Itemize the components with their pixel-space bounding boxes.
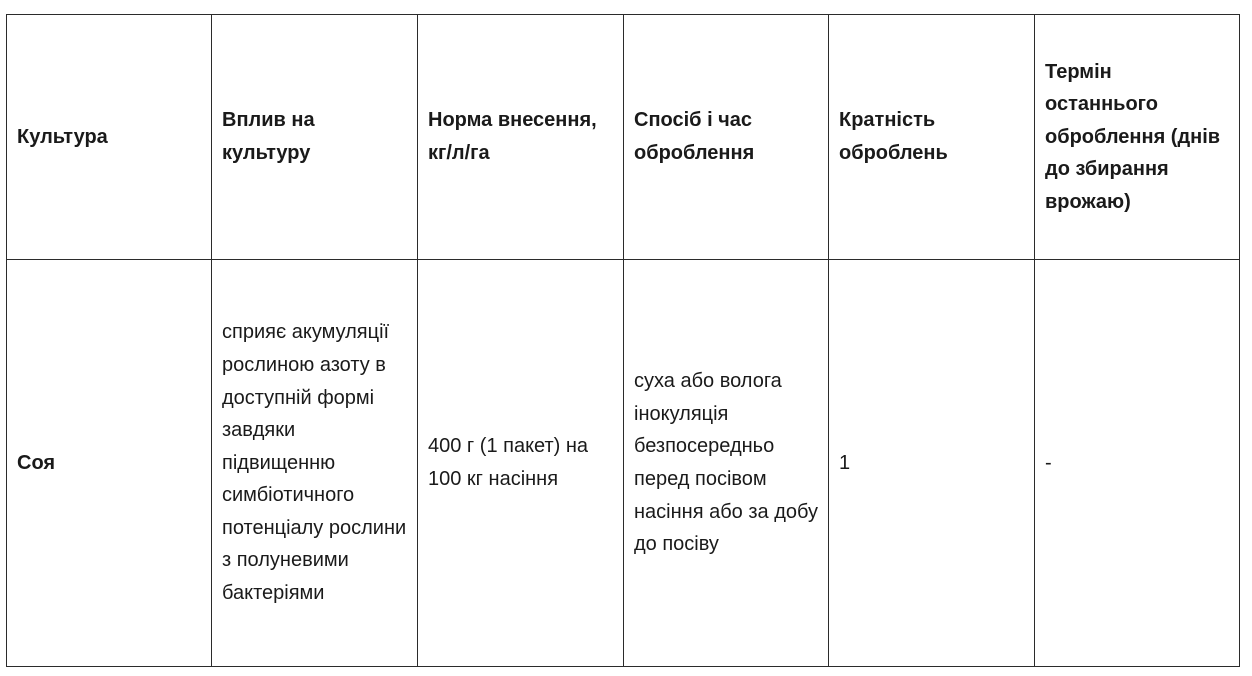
cell-multiplicity: 1 bbox=[829, 260, 1035, 667]
cell-effect: сприяє акумуляції рослиною азоту в доступній формі завдяки підвищенню симбіотичного потенціалу рослини з полуневими бактеріями bbox=[212, 260, 418, 667]
table-row bbox=[7, 260, 1240, 667]
header-method: Спосіб і час оброблення bbox=[624, 15, 829, 260]
header-effect: Вплив на культуру bbox=[212, 15, 418, 260]
header-multiplicity: Кратність оброблень bbox=[829, 15, 1035, 260]
header-last-treatment: Термін останнього оброблення (днів до збирання врожаю) bbox=[1035, 15, 1240, 260]
cell-rate: 400 г (1 пакет) на 100 кг насіння bbox=[418, 260, 624, 667]
header-crop: Культура bbox=[7, 15, 212, 260]
cell-last-treatment: - bbox=[1035, 260, 1240, 667]
product-application-table bbox=[6, 14, 1240, 667]
cell-crop: Соя bbox=[7, 260, 212, 667]
header-rate: Норма внесення, кг/л/га bbox=[418, 15, 624, 260]
table-header-row bbox=[7, 15, 1240, 260]
cell-method: суха або волога інокуляція безпосередньо перед посівом насіння або за добу до посіву bbox=[624, 260, 829, 667]
